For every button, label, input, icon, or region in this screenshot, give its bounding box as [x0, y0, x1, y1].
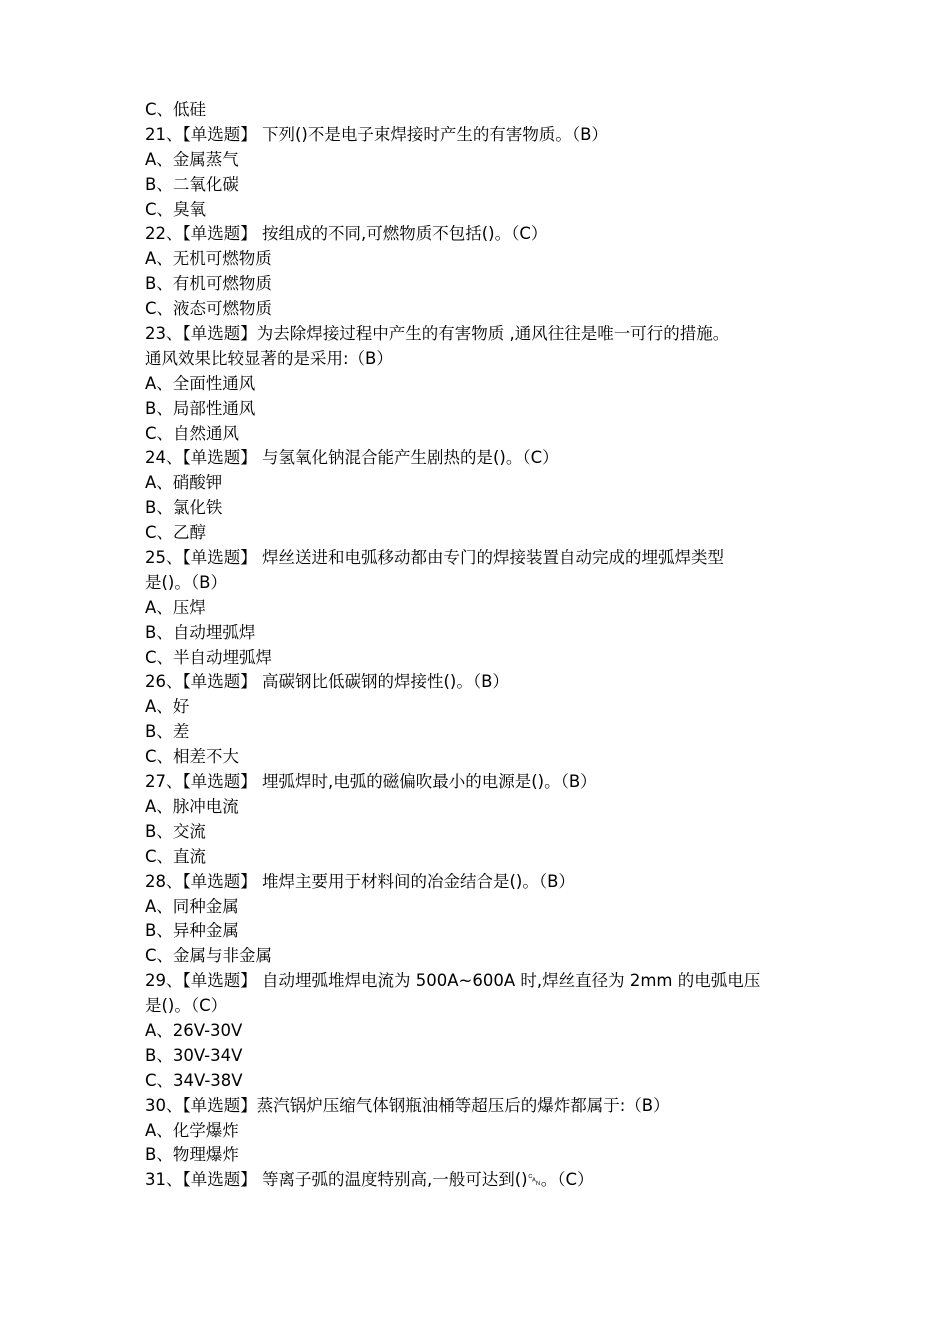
question-21: 21、【单选题】 下列()不是电子束焊接时产生的有害物质。（B） [145, 124, 608, 144]
question-23-option-c: C、自然通风 [145, 423, 240, 443]
question-26-option-a: A、好 [145, 697, 190, 717]
question-28: 28、【单选题】 堆焊主要用于材料间的冶金结合是()。（B） [145, 871, 575, 891]
question-29-line-2: 是()。（C） [145, 996, 228, 1016]
question-21-option-c: C、臭氧 [145, 199, 207, 219]
question-25-option-b: B、自动埋弧焊 [145, 622, 256, 642]
question-23-line-1: 23、【单选题】为去除焊接过程中产生的有害物质 ,通风往往是唯一可行的措施。 [145, 324, 730, 344]
question-27: 27、【单选题】 埋弧焊时,电弧的磁偏吹最小的电源是()。（B） [145, 772, 597, 792]
question-29-option-b: B、30V-34V [145, 1045, 243, 1065]
question-23-option-a: A、全面性通风 [145, 373, 256, 393]
question-26-option-b: B、差 [145, 722, 190, 742]
question-24-option-a: A、硝酸钾 [145, 473, 223, 493]
question-24-option-b: B、氯化铁 [145, 498, 223, 518]
question-21-option-a: A、金属蒸气 [145, 149, 239, 169]
question-27-option-a: A、脉冲电流 [145, 796, 239, 816]
question-21-option-b: B、二氧化碳 [145, 174, 239, 194]
question-28-option-a: A、同种金属 [145, 896, 239, 916]
question-26: 26、【单选题】 高碳钢比低碳钢的焊接性()。（B） [145, 672, 509, 692]
question-28-option-c: C、金属与非金属 [145, 946, 273, 966]
question-30: 30、【单选题】蒸汽锅炉压缩气体钢瓶油桶等超压后的爆炸都属于:（B） [145, 1095, 670, 1115]
question-24-option-c: C、乙醇 [145, 523, 207, 543]
question-22-option-b: B、有机可燃物质 [145, 274, 272, 294]
question-22: 22、【单选题】 按组成的不同,可燃物质不包括()。（C） [145, 224, 548, 244]
question-25-line-2: 是()。（B） [145, 572, 227, 592]
question-25-line-1: 25、【单选题】 焊丝送进和电弧移动都由专门的焊接装置自动完成的埋弧焊类型 [145, 548, 724, 568]
document-page [145, 98, 817, 1193]
question-30-option-b: B、物理爆炸 [145, 1145, 239, 1165]
question-25-option-a: A、压焊 [145, 597, 206, 617]
question-22-option-c: C、液态可燃物质 [145, 299, 273, 319]
question-29-option-c: C、34V-38V [145, 1070, 243, 1090]
question-25-option-c: C、半自动埋弧焊 [145, 647, 273, 667]
option-c-low-silicon: C、低硅 [145, 100, 207, 119]
question-22-option-a: A、无机可燃物质 [145, 249, 272, 269]
question-28-option-b: B、异种金属 [145, 921, 239, 941]
question-23-line-2: 通风效果比较显著的是采用:（B） [145, 348, 393, 368]
question-29-line-1: 29、【单选题】 自动埋弧堆焊电流为 500A~600A 时,焊丝直径为 2mm 的电弧电压 [145, 971, 761, 991]
question-29-option-a: A、26V-30V [145, 1020, 243, 1040]
question-24: 24、【单选题】 与氢氧化钠混合能产生剧热的是()。（C） [145, 448, 559, 468]
question-23-option-b: B、局部性通风 [145, 398, 256, 418]
question-26-option-c: C、相差不大 [145, 747, 240, 767]
question-31: 31、【单选题】 等离子弧的温度特别高,一般可达到()␘。（C） [145, 1170, 594, 1190]
question-27-option-b: B、交流 [145, 821, 206, 841]
question-30-option-a: A、化学爆炸 [145, 1120, 239, 1140]
question-27-option-c: C、直流 [145, 846, 207, 866]
